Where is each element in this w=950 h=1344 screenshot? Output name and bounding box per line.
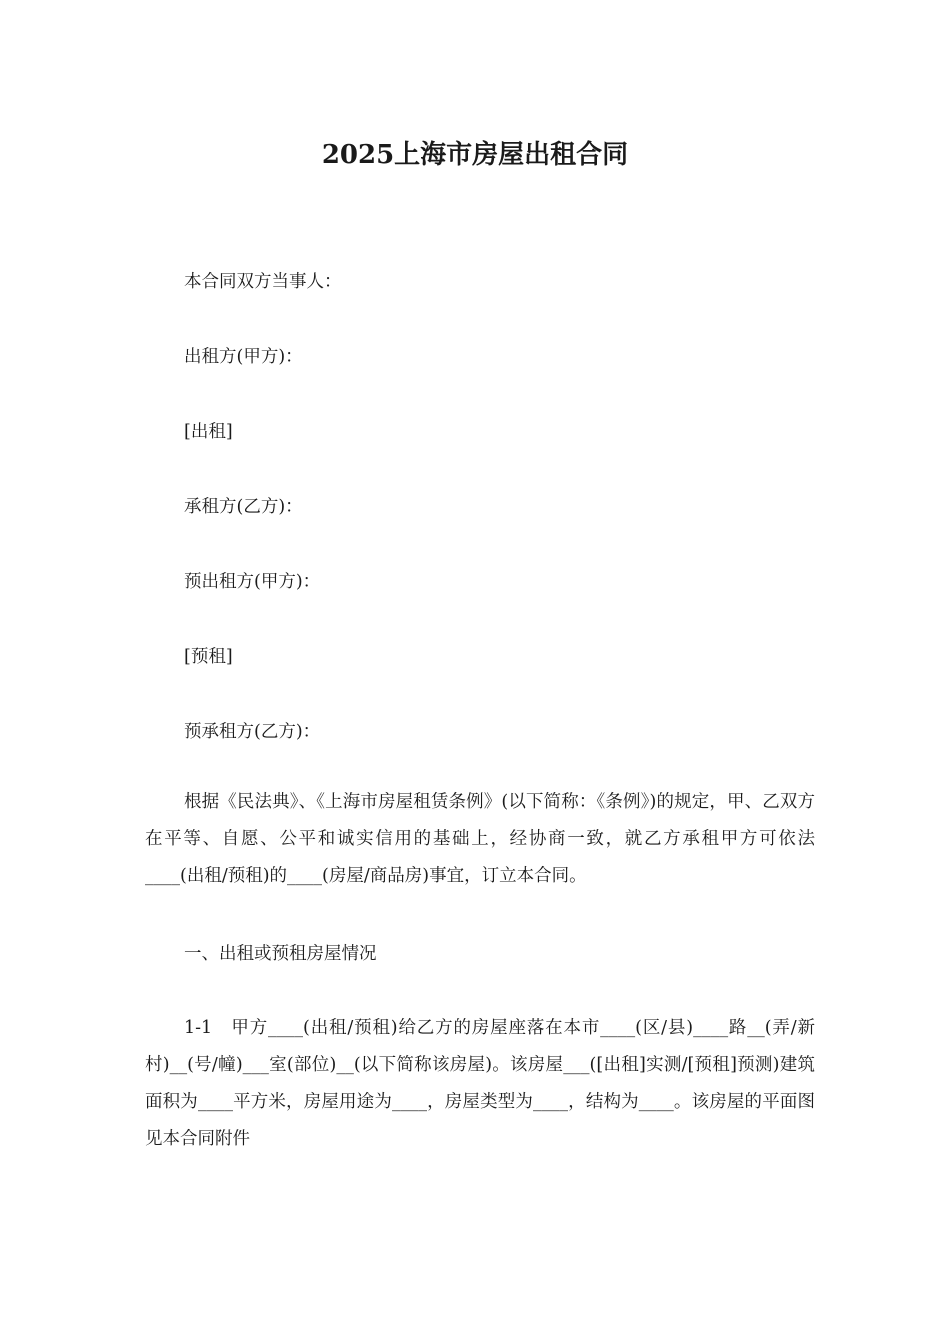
pre-lessee-line: 预承租方(乙方)： <box>184 722 321 742</box>
lessee-line: 承租方(乙方)： <box>184 497 303 517</box>
pre-rent-tag-line: [预租] <box>184 647 233 667</box>
clause-1-1: 1-1 甲方____(出租/预租)给乙方的房屋座落在本市____(区/县)____路__(弄/新村)__(号/幢)___室(部位)__(以下简称该房屋)。该房屋___([出租]实测/[预租]预测)建筑面积为____平方米，房屋用途为____，房屋类型为____，结构为____。该房屋的平面图见本合同附件 <box>145 1018 815 1149</box>
parties-intro-line: 本合同双方当事人： <box>184 272 342 292</box>
rent-tag-line: [出租] <box>184 422 233 442</box>
pre-lessor-line: 预出租方(甲方)： <box>184 572 321 592</box>
section-heading: 一、出租或预租房屋情况 <box>184 944 377 964</box>
intro-paragraph: 根据《民法典》、《上海市房屋租赁条例》(以下简称：《条例》)的规定，甲、乙双方在平等、自愿、公平和诚实信用的基础上，经协商一致，就乙方承租甲方可依法____(出租/预租)的____(房屋/商品房)事宜，订立本合同。 <box>145 792 815 886</box>
document-title: 2025上海市房屋出租合同 <box>321 140 629 170</box>
lessor-line: 出租方(甲方)： <box>184 347 303 367</box>
